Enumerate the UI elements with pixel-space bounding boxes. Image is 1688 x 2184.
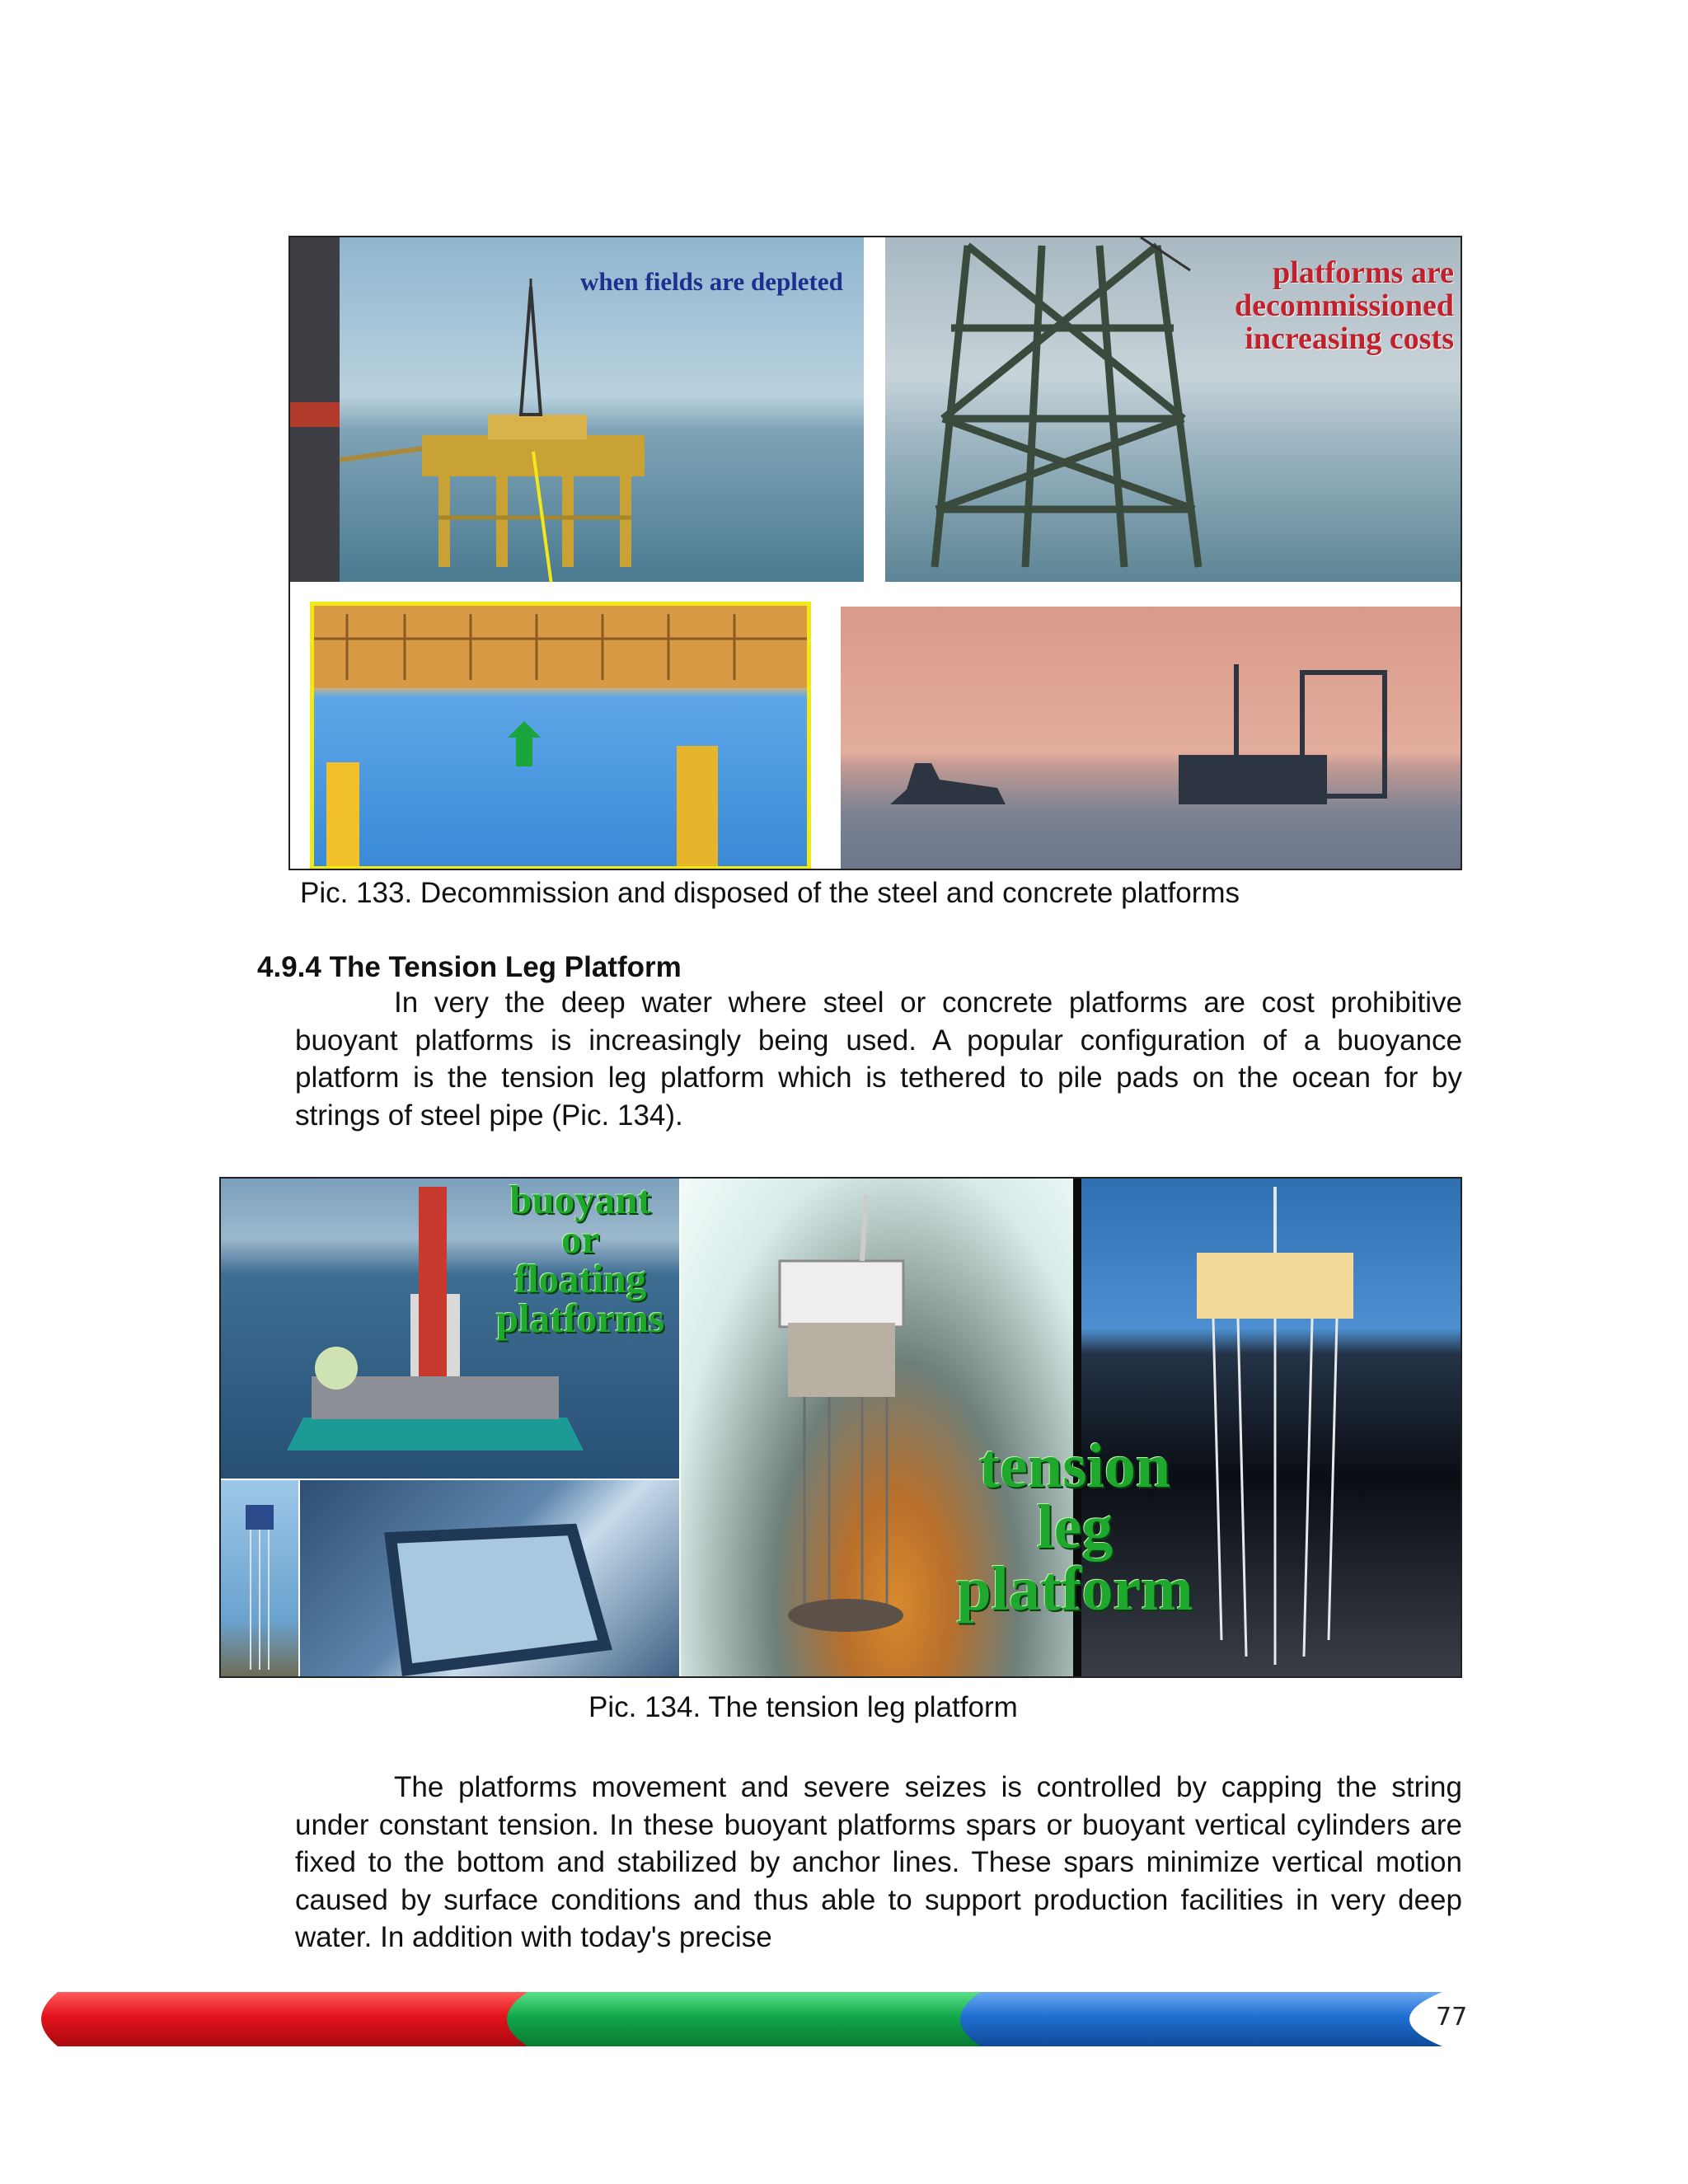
tension-line-1: tension bbox=[978, 1432, 1171, 1501]
photo-dusk-tow bbox=[841, 607, 1462, 870]
section-heading: 4.9.4 The Tension Leg Platform bbox=[257, 951, 682, 983]
photo-deck-lift bbox=[310, 602, 811, 870]
overlay-tension-leg-platform bbox=[910, 1432, 1240, 1624]
figure-133 bbox=[288, 236, 1462, 870]
photo-hull-underwater bbox=[300, 1480, 679, 1678]
figure-133-caption: Pic. 133. Decommission and disposed of the steel and concrete platforms bbox=[300, 877, 1240, 909]
footer-blue-swoosh bbox=[960, 1992, 1442, 2046]
tension-line-2: leg bbox=[1036, 1493, 1114, 1563]
overlay-when-fields-depleted: when fields are depleted bbox=[580, 267, 843, 296]
overlay-platforms-decommissioned bbox=[1235, 257, 1454, 356]
overlay-buoyant-floating bbox=[483, 1179, 678, 1342]
overlay-line-3: increasing costs bbox=[1245, 321, 1454, 356]
buoyant-line-2: or bbox=[560, 1216, 600, 1263]
paragraph-2 bbox=[295, 1769, 1462, 1957]
section-paragraph-1 bbox=[295, 984, 1462, 1134]
tension-line-3: platform bbox=[956, 1554, 1193, 1624]
photo-floating-rig bbox=[221, 1179, 679, 1479]
dusk-tow-illustration bbox=[841, 607, 1462, 870]
page-number: 77 bbox=[1436, 2003, 1468, 2032]
footer-green-swoosh bbox=[507, 1992, 997, 2046]
photo-steel-jacket bbox=[885, 237, 1462, 582]
hull-illustration bbox=[300, 1480, 679, 1678]
spar-thumbnail-illustration bbox=[221, 1480, 298, 1678]
buoyant-line-1: buoyant bbox=[509, 1179, 651, 1222]
photo-spar-thumbnail bbox=[221, 1480, 298, 1678]
overlay-line-2: decommissioned bbox=[1235, 288, 1454, 323]
overlay-line-1: platforms are bbox=[1273, 255, 1454, 290]
buoyant-line-3: floating bbox=[513, 1256, 647, 1302]
deck-lift-illustration bbox=[314, 606, 807, 866]
photo-platform-depleted bbox=[290, 237, 864, 582]
figure-134 bbox=[219, 1177, 1462, 1678]
figure-134-caption: Pic. 134. The tension leg platform bbox=[588, 1691, 1018, 1723]
footer-red-swoosh bbox=[41, 1992, 552, 2046]
footer-decoration bbox=[25, 1982, 1459, 2056]
paragraph-2-text: The platforms movement and severe seizes is controlled by capping the string under constant tension. In these buoyant platforms spars or buoyant vertical cylinders are fixed to the bottom and stabilized by anchor lines. These spars minimize vertical motion caused by surface conditions and thus able to support production facilities in very deep water. In addition with today's precise bbox=[295, 1771, 1462, 1953]
buoyant-line-4: platforms bbox=[495, 1296, 665, 1342]
paragraph-1-text: In very the deep water where steel or concrete platforms are cost prohibitive buoyant platforms is increasingly being used. A popular configuration of a buoyance platform is the tension leg platform which is tethered to pile pads on the ocean for by strings of steel pipe (Pic. 134). bbox=[295, 987, 1462, 1132]
